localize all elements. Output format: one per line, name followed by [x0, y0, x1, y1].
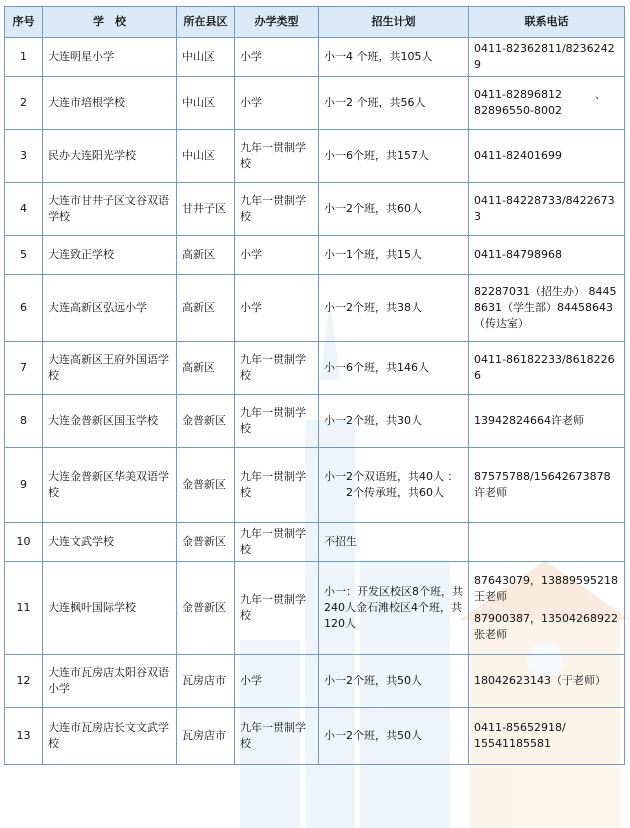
contact-phone: 0411-82362811/82362429: [469, 38, 625, 77]
contact-phone: 87643079，13889595218王老师 87900387，13504268922张老师: [469, 562, 625, 655]
contact-phone: 0411-86182233/86182266: [469, 342, 625, 395]
school-type: 九年一贯制学校: [235, 342, 319, 395]
district: 高新区: [177, 342, 235, 395]
row-index: 3: [5, 130, 43, 183]
school-type: 九年一贯制学校: [235, 448, 319, 523]
school-name: 大连金普新区国玉学校: [43, 395, 177, 448]
school-type: 小学: [235, 77, 319, 130]
enrollment-plan: 小一2个班，共30人: [319, 395, 469, 448]
row-index: 2: [5, 77, 43, 130]
school-type: 九年一贯制学校: [235, 395, 319, 448]
school-name: 大连文武学校: [43, 523, 177, 562]
school-type: 九年一贯制学校: [235, 183, 319, 236]
school-name: 大连致正学校: [43, 236, 177, 275]
row-index: 10: [5, 523, 43, 562]
contact-phone: 18042623143（于老师）: [469, 655, 625, 708]
district: 金普新区: [177, 448, 235, 523]
row-index: 8: [5, 395, 43, 448]
table-row: [5, 77, 625, 130]
enrollment-plan: 小一：开发区校区8个班，共240人金石滩校区4个班，共120人: [319, 562, 469, 655]
district: 金普新区: [177, 523, 235, 562]
district: 瓦房店市: [177, 708, 235, 765]
row-index: 12: [5, 655, 43, 708]
header-district: 所在县区: [177, 7, 235, 38]
table-row: [5, 655, 625, 708]
contact-phone: 0411-85652918/ 15541185581: [469, 708, 625, 765]
enrollment-plan: 小一2个班，共60人: [319, 183, 469, 236]
header-plan: 招生计划: [319, 7, 469, 38]
enrollment-plan: 小一2个班，共38人: [319, 275, 469, 342]
district: 中山区: [177, 77, 235, 130]
school-name: 大连市瓦房店太阳谷双语小学: [43, 655, 177, 708]
contact-phone: [469, 523, 625, 562]
table-row: [5, 342, 625, 395]
school-name: 大连枫叶国际学校: [43, 562, 177, 655]
row-index: 11: [5, 562, 43, 655]
contact-phone: 87575788/15642673878许老师: [469, 448, 625, 523]
header-type: 办学类型: [235, 7, 319, 38]
header-row: [5, 7, 625, 38]
district: 甘井子区: [177, 183, 235, 236]
school-name: 大连市甘井子区文谷双语学校: [43, 183, 177, 236]
school-name: 大连高新区弘远小学: [43, 275, 177, 342]
school-type: 小学: [235, 236, 319, 275]
contact-phone: 0411-82401699: [469, 130, 625, 183]
school-type: 九年一贯制学校: [235, 523, 319, 562]
school-type: 小学: [235, 275, 319, 342]
header-phone: 联系电话: [469, 7, 625, 38]
enrollment-plan: 小一2个班，共50人: [319, 655, 469, 708]
row-index: 7: [5, 342, 43, 395]
row-index: 6: [5, 275, 43, 342]
table-row: [5, 708, 625, 765]
district: 高新区: [177, 275, 235, 342]
school-name: 大连金普新区华美双语学校: [43, 448, 177, 523]
enrollment-plan: 小一2 个班，共56人: [319, 77, 469, 130]
row-index: 9: [5, 448, 43, 523]
table-row: [5, 395, 625, 448]
school-name: 大连明星小学: [43, 38, 177, 77]
enrollment-plan: 小一6个班，共157人: [319, 130, 469, 183]
school-name: 大连市瓦房店长文文武学校: [43, 708, 177, 765]
enrollment-plan: 小一2个班，共50人: [319, 708, 469, 765]
table-row: [5, 448, 625, 523]
enrollment-plan: 小一4 个班，共105人: [319, 38, 469, 77]
header-index: 序号: [5, 7, 43, 38]
district: 金普新区: [177, 562, 235, 655]
table-row: [5, 562, 625, 655]
contact-phone: 13942824664许老师: [469, 395, 625, 448]
table-row: [5, 38, 625, 77]
contact-phone: 0411-84228733/84226733: [469, 183, 625, 236]
row-index: 4: [5, 183, 43, 236]
school-type: 小学: [235, 38, 319, 77]
table-row: [5, 523, 625, 562]
row-index: 1: [5, 38, 43, 77]
table-row: [5, 275, 625, 342]
school-type: 九年一贯制学校: [235, 130, 319, 183]
school-enrollment-table: [4, 6, 625, 765]
school-type: 九年一贯制学校: [235, 562, 319, 655]
school-type: 小学: [235, 655, 319, 708]
district: 中山区: [177, 38, 235, 77]
header-school: 学 校: [43, 7, 177, 38]
contact-phone: 0411-82896812 、 82896550-8002: [469, 77, 625, 130]
school-name: 民办大连阳光学校: [43, 130, 177, 183]
table-row: [5, 183, 625, 236]
district: 瓦房店市: [177, 655, 235, 708]
contact-phone: 82287031（招生办） 84458631（学生部）84458643（传达室）: [469, 275, 625, 342]
district: 中山区: [177, 130, 235, 183]
contact-phone: 0411-84798968: [469, 236, 625, 275]
enrollment-plan: 小一2个双语班，共40人 ： 2个传承班，共60人: [319, 448, 469, 523]
school-name: 大连高新区王府外国语学校: [43, 342, 177, 395]
row-index: 13: [5, 708, 43, 765]
enrollment-plan: 小一1个班，共15人: [319, 236, 469, 275]
school-name: 大连市培根学校: [43, 77, 177, 130]
district: 高新区: [177, 236, 235, 275]
district: 金普新区: [177, 395, 235, 448]
row-index: 5: [5, 236, 43, 275]
table-row: [5, 130, 625, 183]
table-row: [5, 236, 625, 275]
enrollment-plan: 不招生: [319, 523, 469, 562]
school-type: 九年一贯制学校: [235, 708, 319, 765]
enrollment-plan: 小一6个班，共146人: [319, 342, 469, 395]
